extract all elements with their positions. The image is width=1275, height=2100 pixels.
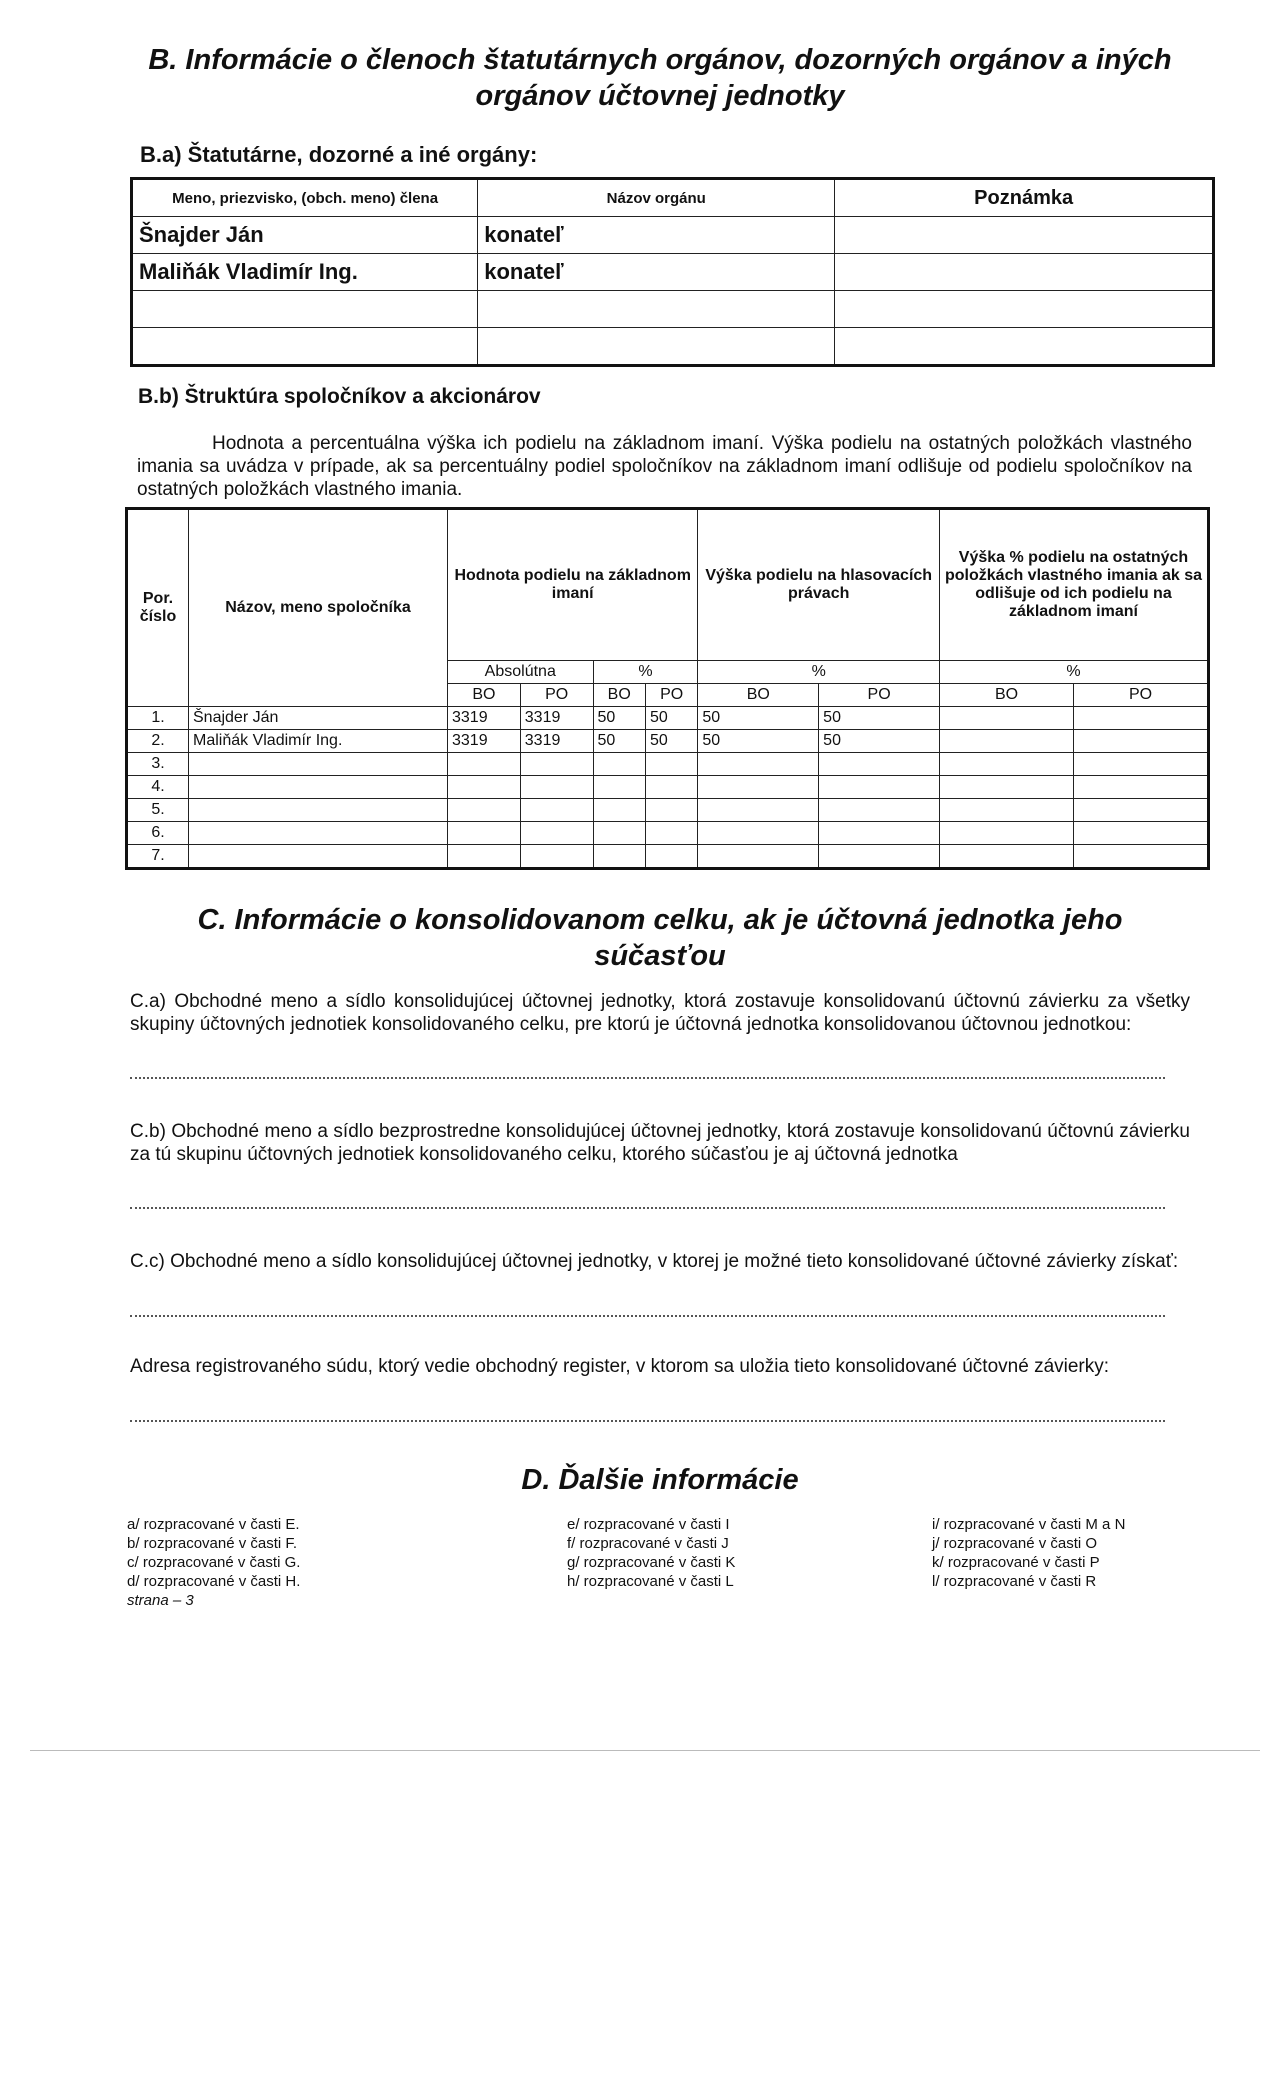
- value-cell: [593, 822, 645, 845]
- note: [835, 217, 1214, 254]
- value-cell: [1074, 799, 1209, 822]
- po-header: PO: [520, 684, 593, 707]
- body-name: konateľ: [478, 254, 835, 291]
- list-item: l/ rozpracované v časti R: [932, 1573, 1097, 1590]
- value-cell: [940, 707, 1074, 730]
- value-cell: [593, 799, 645, 822]
- row-number: 5.: [127, 799, 189, 822]
- value-cell: 50: [645, 707, 697, 730]
- list-item: k/ rozpracované v časti P: [932, 1554, 1100, 1571]
- col-header: Poznámka: [835, 179, 1214, 217]
- col-header: Meno, priezvisko, (obch. meno) člena: [132, 179, 478, 217]
- bo-header: BO: [940, 684, 1074, 707]
- value-cell: [1074, 822, 1209, 845]
- list-item: f/ rozpracované v časti J: [567, 1535, 729, 1552]
- row-number: 4.: [127, 776, 189, 799]
- list-item: g/ rozpracované v časti K: [567, 1554, 736, 1571]
- body-name: konateľ: [478, 217, 835, 254]
- col-header: Por. číslo: [127, 509, 189, 707]
- value-cell: [819, 799, 940, 822]
- value-cell: [520, 776, 593, 799]
- value-cell: [448, 822, 521, 845]
- value-cell: 50: [593, 707, 645, 730]
- bo-header: BO: [698, 684, 819, 707]
- value-cell: [448, 776, 521, 799]
- list-item: h/ rozpracované v časti L: [567, 1573, 734, 1590]
- cb-text: C.b) Obchodné meno a sídlo bezprostredne konsolidujúcej účtovnej jednotky, ktorá zostavuje konsolidovanú účtovnú závierku za tú skupinu účtovných jednotiek konsolidovaného celku, ktorého súčasťou je aj účtovná jednotka: [130, 1121, 1190, 1165]
- member-name: Maliňák Vladimír Ing.: [132, 254, 478, 291]
- row-number: 6.: [127, 822, 189, 845]
- sub-header: %: [698, 661, 940, 684]
- value-cell: 50: [645, 730, 697, 753]
- col-header: Výška % podielu na ostatných položkách vlastného imania ak sa odlišuje od ich podielu na základnom imaní: [940, 509, 1209, 661]
- value-cell: [593, 845, 645, 869]
- shareholders-table: [125, 507, 1210, 870]
- section-d-title: D. Ďalšie informácie: [521, 1464, 799, 1496]
- value-cell: [819, 822, 940, 845]
- value-cell: [819, 845, 940, 869]
- list-item: b/ rozpracované v časti F.: [127, 1535, 298, 1552]
- value-cell: 3319: [520, 730, 593, 753]
- value-cell: [698, 822, 819, 845]
- cc-text: C.c) Obchodné meno a sídlo konsolidujúcej účtovnej jednotky, v ktorej je možné tieto konsolidované účtovné závierky získať:: [130, 1251, 1179, 1272]
- value-cell: [448, 845, 521, 869]
- value-cell: 50: [698, 730, 819, 753]
- value-cell: [520, 799, 593, 822]
- po-header: PO: [645, 684, 697, 707]
- table-row: [127, 822, 1209, 845]
- value-cell: [1074, 753, 1209, 776]
- value-cell: [940, 845, 1074, 869]
- col-header: Názov orgánu: [478, 179, 835, 217]
- value-cell: [520, 822, 593, 845]
- list-item: i/ rozpracované v časti M a N: [932, 1516, 1126, 1533]
- statutory-bodies-table: [130, 177, 1215, 367]
- adresa-fill-line[interactable]: [130, 1418, 1165, 1422]
- table-row: [127, 799, 1209, 822]
- member-name: Šnajder Ján: [132, 217, 478, 254]
- d-col3: [932, 1515, 1125, 1591]
- list-item: j/ rozpracované v časti O: [932, 1535, 1098, 1552]
- shareholder-name: [189, 753, 448, 776]
- ca-text: C.a) Obchodné meno a sídlo konsolidujúcej účtovnej jednotky, ktorá zostavuje konsolidovanú účtovnú závierku za všetky skupiny účtovných jednotiek konsolidovaného celku, pre ktorú je účtovná jednotka konsolidovanou účtovnou jednotkou:: [130, 991, 1190, 1035]
- col-header: Názov, meno spoločníka: [189, 509, 448, 707]
- row-number: 2.: [127, 730, 189, 753]
- value-cell: [520, 753, 593, 776]
- value-cell: [645, 799, 697, 822]
- value-cell: [940, 776, 1074, 799]
- row-number: 1.: [127, 707, 189, 730]
- shareholder-name: [189, 845, 448, 869]
- value-cell: [940, 822, 1074, 845]
- sub-header: %: [593, 661, 698, 684]
- value-cell: [1074, 845, 1209, 869]
- note: [835, 254, 1214, 291]
- value-cell: [448, 799, 521, 822]
- table-row: [127, 753, 1209, 776]
- value-cell: [698, 799, 819, 822]
- shareholder-name: [189, 822, 448, 845]
- value-cell: [645, 776, 697, 799]
- value-cell: [645, 753, 697, 776]
- value-cell: [1074, 730, 1209, 753]
- value-cell: [819, 776, 940, 799]
- value-cell: 50: [593, 730, 645, 753]
- bb-heading: B.b) Štruktúra spoločníkov a akcionárov: [138, 385, 541, 408]
- cc-fill-line[interactable]: [130, 1313, 1165, 1317]
- bo-header: BO: [593, 684, 645, 707]
- sub-header: Absolútna: [448, 661, 594, 684]
- value-cell: [1074, 776, 1209, 799]
- page-bottom-rule: [30, 1750, 1260, 1751]
- col-header: Výška podielu na hlasovacích právach: [698, 509, 940, 661]
- list-item: c/ rozpracované v časti G.: [127, 1554, 301, 1571]
- value-cell: [1074, 707, 1209, 730]
- section-b-title: B. Informácie o členoch štatutárnych orgánov, dozorných orgánov a iných orgánov účtovnej jednotky: [148, 44, 1172, 112]
- adresa-text: Adresa registrovaného súdu, ktorý vedie obchodný register, v ktorom sa uložia tieto konsolidované účtovné závierky:: [130, 1356, 1110, 1377]
- d-col2: [567, 1515, 735, 1591]
- list-item: a/ rozpracované v časti E.: [127, 1516, 300, 1533]
- ca-fill-line[interactable]: [130, 1075, 1165, 1079]
- ba-heading: B.a) Štatutárne, dozorné a iné orgány:: [140, 142, 538, 167]
- value-cell: 3319: [520, 707, 593, 730]
- value-cell: [940, 753, 1074, 776]
- value-cell: 50: [698, 707, 819, 730]
- shareholder-name: Maliňák Vladimír Ing.: [189, 730, 448, 753]
- row-number: 7.: [127, 845, 189, 869]
- value-cell: [520, 845, 593, 869]
- shareholder-name: [189, 776, 448, 799]
- value-cell: 50: [819, 707, 940, 730]
- bb-intro: Hodnota a percentuálna výška ich podielu na základnom imaní. Výška podielu na ostatných položkách vlastného imania sa uvádza v prípade, ak sa percentuálny podiel spoločníkov na základnom imaní odlišuje od podielu spoločníkov na ostatných položkách vlastného imania.: [137, 433, 1192, 500]
- list-item: e/ rozpracované v časti I: [567, 1516, 730, 1533]
- value-cell: 3319: [448, 730, 521, 753]
- section-c-title: C. Informácie o konsolidovanom celku, ak je účtovná jednotka jeho súčasťou: [197, 904, 1123, 972]
- value-cell: [940, 730, 1074, 753]
- value-cell: 3319: [448, 707, 521, 730]
- table-row: [127, 707, 1209, 730]
- value-cell: [645, 822, 697, 845]
- value-cell: [698, 845, 819, 869]
- value-cell: [940, 799, 1074, 822]
- value-cell: [819, 753, 940, 776]
- table-row: [127, 776, 1209, 799]
- value-cell: [645, 845, 697, 869]
- col-header: Hodnota podielu na základnom imaní: [448, 509, 698, 661]
- table-row: [127, 845, 1209, 869]
- sub-header: %: [940, 661, 1209, 684]
- po-header: PO: [1074, 684, 1209, 707]
- value-cell: [448, 753, 521, 776]
- value-cell: [593, 776, 645, 799]
- d-col1: [127, 1515, 300, 1610]
- page-number: strana – 3: [127, 1592, 194, 1609]
- shareholder-name: [189, 799, 448, 822]
- shareholder-name: Šnajder Ján: [189, 707, 448, 730]
- value-cell: [698, 776, 819, 799]
- table-row: [127, 730, 1209, 753]
- bo-header: BO: [448, 684, 521, 707]
- value-cell: 50: [819, 730, 940, 753]
- value-cell: [698, 753, 819, 776]
- po-header: PO: [819, 684, 940, 707]
- list-item: d/ rozpracované v časti H.: [127, 1573, 301, 1590]
- value-cell: [593, 753, 645, 776]
- row-number: 3.: [127, 753, 189, 776]
- cb-fill-line[interactable]: [130, 1205, 1165, 1209]
